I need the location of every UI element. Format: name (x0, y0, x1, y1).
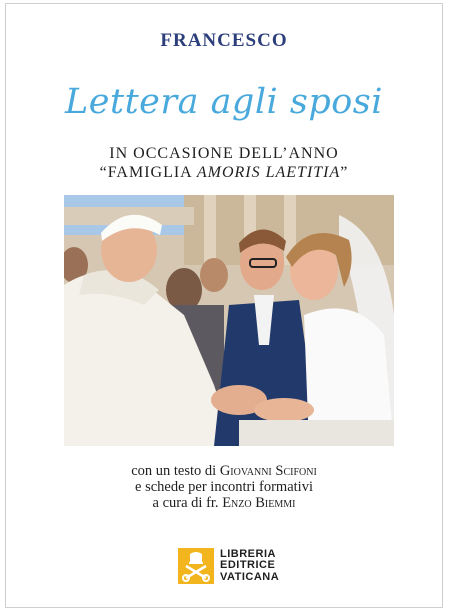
publisher-line-3: VATICANA (220, 570, 280, 583)
emblem-tiara (190, 552, 202, 562)
credits-line-1-prefix: con un testo di (131, 463, 220, 479)
credits-line-1 (6, 463, 442, 479)
subtitle-line-2 (6, 164, 442, 182)
subtitle-quote-close: ” (340, 164, 349, 181)
emblem-drawing (178, 548, 214, 584)
book-cover (5, 3, 443, 608)
publisher-line-2: EDITRICE (220, 559, 276, 572)
photo-column (204, 195, 216, 265)
author-name: FRANCESCO (160, 30, 288, 51)
subtitle-italic-name: AMORIS LAETITIA (196, 164, 341, 181)
cover-photo-illustration (64, 195, 394, 446)
publisher-line-1: LIBRERIA (220, 547, 276, 560)
photo-barrier (239, 420, 394, 446)
keys-tiara-emblem-icon (178, 548, 214, 584)
publisher-logo (178, 547, 279, 585)
publisher-name (220, 549, 279, 584)
contributor-name: Giovanni Scifoni (219, 463, 317, 479)
book-title: Lettera agli sposi (65, 82, 383, 122)
editor-name: Enzo Biemmi (222, 495, 296, 511)
credits-line-3 (6, 495, 442, 511)
credits-line-3-prefix: a cura di fr. (152, 495, 223, 511)
cover-photo (64, 195, 394, 446)
subtitle-quote-open: “FAMIGLIA (99, 164, 197, 181)
photo-crowd-person (200, 258, 228, 292)
credits-line-2: e schede per incontri formativi (135, 479, 313, 495)
photo-hands (254, 398, 314, 422)
credits-block (6, 463, 442, 511)
subtitle-line-1: IN OCCASIONE DELL’ANNO (109, 145, 339, 162)
emblem-tiara-band (189, 562, 203, 564)
